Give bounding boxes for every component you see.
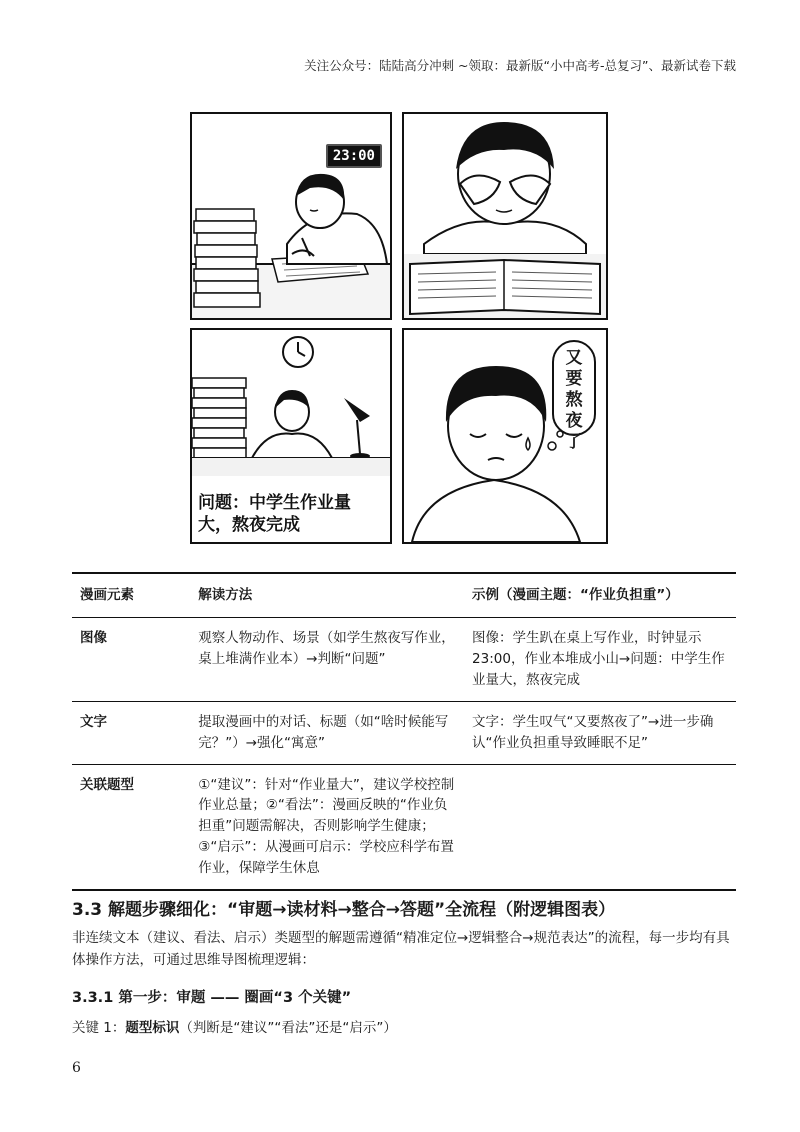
comic-panel-1 bbox=[190, 112, 392, 320]
comic-interpretation-table bbox=[72, 572, 736, 891]
key-rest: （判断是“建议”“看法”还是“启示”） bbox=[179, 1020, 397, 1036]
student-rubbing-eyes-illustration bbox=[404, 114, 606, 318]
table-row bbox=[72, 764, 736, 890]
cell-method: 观察人物动作、场景（如学生熬夜写作业，桌上堆满作业本）→判断“问题” bbox=[190, 617, 464, 701]
cell-method: 提取漫画中的对话、标题（如“啥时候能写完？”）→强化“寓意” bbox=[190, 701, 464, 764]
comic-panel-3 bbox=[190, 328, 392, 544]
key-prefix: 关键 1： bbox=[72, 1020, 126, 1036]
comic-panel-2 bbox=[402, 112, 608, 320]
cell-example: 文字：学生叹气“又要熬夜了”→进一步确认“作业负担重导致睡眠不足” bbox=[464, 701, 736, 764]
section-heading: 3.3 解题步骤细化：“审题→读材料→整合→答题”全流程（附逻辑图表） bbox=[72, 900, 616, 920]
cell-element: 关联题型 bbox=[72, 764, 190, 890]
speech-char: 熬 bbox=[565, 390, 583, 410]
page-number: 6 bbox=[72, 1060, 81, 1076]
page-header: 关注公众号：陆陆高分冲刺 ~领取：最新版“小中高考-总复习”、最新试卷下载 bbox=[304, 58, 736, 73]
cell-example: 图像：学生趴在桌上写作业，时钟显示23:00，作业本堆成小山→问题：中学生作业量大，熬夜完成 bbox=[464, 617, 736, 701]
column-header-example: 示例（漫画主题：“作业负担重”） bbox=[464, 573, 736, 617]
column-header-element: 漫画元素 bbox=[72, 573, 190, 617]
speech-char: 要 bbox=[565, 369, 583, 389]
cell-element: 文字 bbox=[72, 701, 190, 764]
section-paragraph: 非连续文本（建议、看法、启示）类题型的解题需遵循“精准定位→逻辑整合→规范表达”的流程，每一步均有具体操作方法，可通过思维导图梳理逻辑： bbox=[72, 930, 730, 968]
comic-strip bbox=[190, 112, 610, 544]
table-row bbox=[72, 701, 736, 764]
key-bold-term: 题型标识 bbox=[125, 1020, 180, 1036]
cell-element: 图像 bbox=[72, 617, 190, 701]
speech-char: 夜 bbox=[565, 411, 583, 431]
column-header-method: 解读方法 bbox=[190, 573, 464, 617]
speech-char: 又 bbox=[565, 348, 583, 368]
cell-method: ①“建议”：针对“作业量大”，建议学校控制作业总量；②“看法”：漫画反映的“作业负担重”问题需解决，否则影响学生健康；③“启示”：从漫画可启示：学校应科学布置作业，保障学生休息 bbox=[190, 764, 464, 890]
subsection-heading: 3.3.1 第一步：审题 —— 圈画“3 个关键” bbox=[72, 990, 352, 1006]
comic-caption: 问题：中学生作业量大，熬夜完成 bbox=[198, 492, 374, 536]
table-row bbox=[72, 617, 736, 701]
cell-example bbox=[464, 764, 736, 890]
key-point-1 bbox=[72, 1016, 397, 1036]
speech-char: 了 bbox=[565, 432, 583, 452]
speech-bubble bbox=[552, 340, 596, 452]
comic-panel-4 bbox=[402, 328, 608, 544]
digital-clock-readout: 23:00 bbox=[326, 144, 382, 168]
table-header-row bbox=[72, 573, 736, 617]
